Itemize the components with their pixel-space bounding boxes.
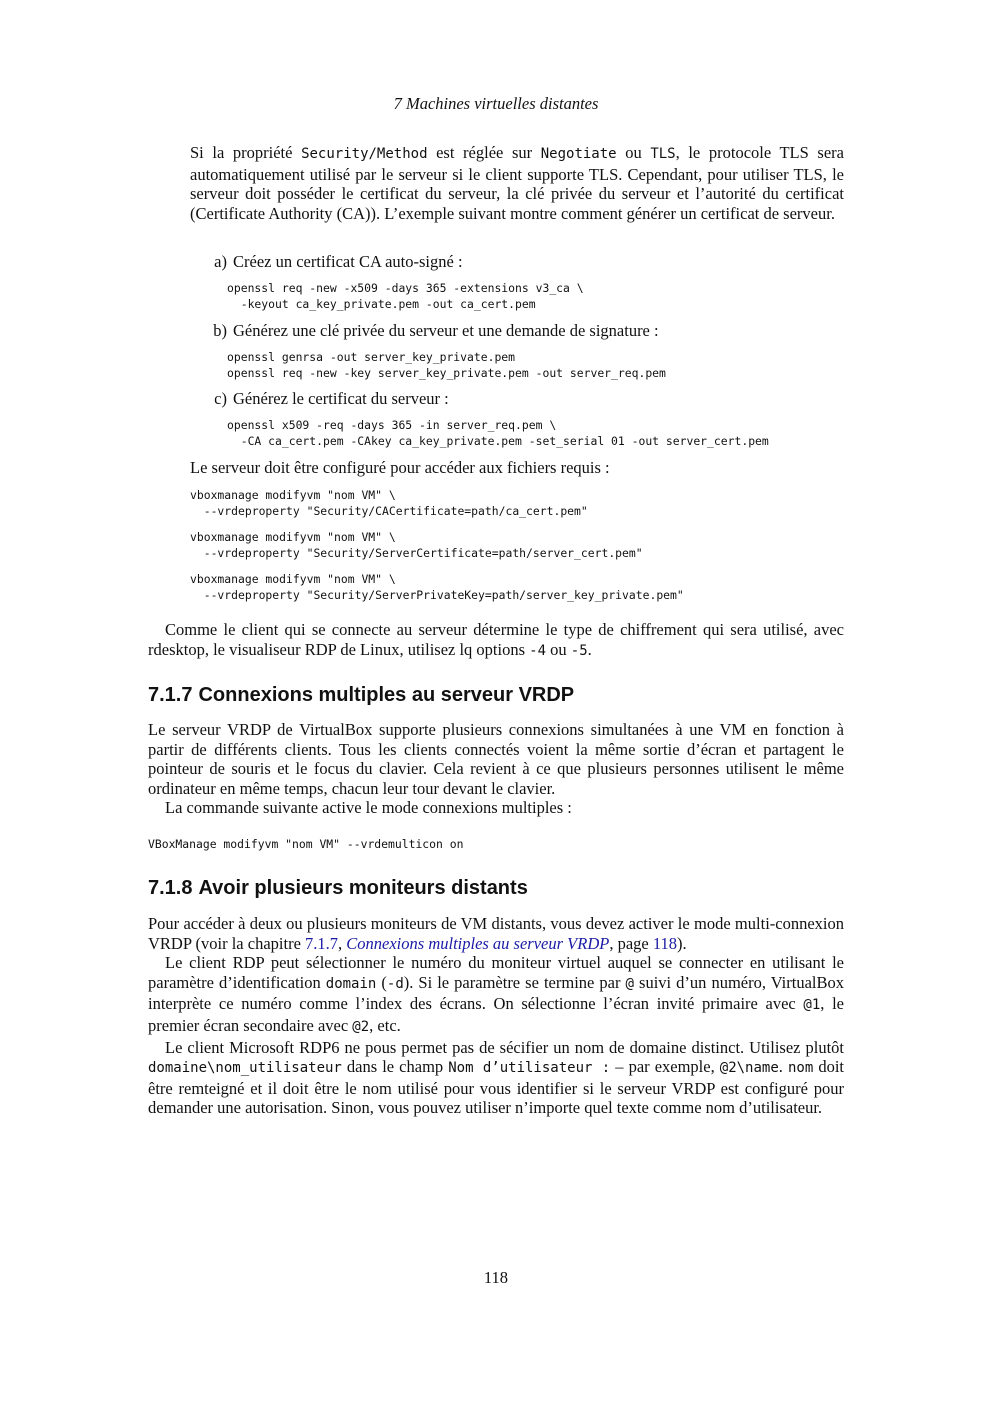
client-paragraph: Comme le client qui se connecte au serveur détermine le type de chiffrement qui sera utilisé, avec rdesktop, le visualiseur RDP de Linux, utilisez lq options -4 ou -5. — [148, 620, 844, 659]
paragraph: Pour accéder à deux ou plusieurs moniteurs de VM distants, vous devez activer le mode multi-connexion VRDP (voir la chapitre 7.1.7, Connexions multiples au serveur VRDP, page 118). — [148, 914, 844, 953]
config-intro: Le serveur doit être configuré pour accéder aux fichiers requis : — [190, 458, 610, 477]
running-head: 7 Machines virtuelles distantes — [393, 94, 599, 113]
inline-code: Security/Method — [301, 146, 428, 162]
code-block: openssl req -new -x509 -days 365 -extensions v3_ca \ -keyout ca_key_private.pem -out ca_cert.pem — [227, 281, 584, 311]
intro-paragraph: Si la propriété Security/Method est réglée sur Negotiate ou TLS, le protocole TLS sera automatiquement utilisé par le serveur si le client supporte TLS. Cependant, pour utiliser TLS, le serveur doit posséder le certificat du serveur, la clé privée du serveur et l’autorité du certificat (Certificate Authority (CA)). L’exemple suivant montre comment générer un certificat de serveur. — [190, 143, 844, 223]
code-block: vboxmanage modifyvm "nom VM" \ --vrdeproperty "Security/ServerPrivateKey=path/server_key_private.pem" — [190, 572, 684, 602]
step-item: c) Générez le certificat du serveur : openssl x509 -req -days 365 -in server_req.pem \ -CA ca_cert.pem -CAkey ca_key_private.pem -set_serial 01 -out server_cert.pem — [204, 389, 844, 449]
section-title-link[interactable]: Connexions multiples au serveur VRDP — [346, 933, 610, 953]
section-link[interactable]: 7.1.7 — [305, 933, 339, 953]
section-heading-718: 7.1.8 Avoir plusieurs moniteurs distants — [148, 877, 528, 899]
paragraph: Le client RDP peut sélectionner le numéro du moniteur virtuel auquel se connecter en utilisant le paramètre d’identification domain (-d). Si le paramètre se termine par @ suivi d’un numéro, VirtualBox interprète ce numéro comme l’index des écrans. On sélectionne l’écran invité primaire avec @1, le premier écran secondaire avec @2, etc. — [148, 953, 844, 1035]
inline-code: -5 — [570, 642, 588, 659]
code-block: vboxmanage modifyvm "nom VM" \ --vrdeproperty "Security/ServerCertificate=path/server_cert.pem" — [190, 530, 643, 560]
section-718-body — [148, 914, 844, 1118]
step-item: a) Créez un certificat CA auto-signé : openssl req -new -x509 -days 365 -extensions v3_ca \ -keyout ca_key_private.pem -out ca_cert.pem — [204, 252, 844, 312]
code-block: VBoxManage modifyvm "nom VM" --vrdemulticon on — [148, 837, 464, 851]
config-code-group — [190, 487, 844, 603]
paragraph: Le client Microsoft RDP6 ne pous permet pas de sécifier un nom de domaine distinct. Utilisez plutôt domaine\nom_utilisateur dans le champ Nom d’utilisateur : – par exemple, @2\name. nom doit être remteigné et il doit être le nom utilisé pour vous identifier si le serveur VRDP est configuré pour demander une autorisation. Sinon, vous pouvez utiliser n’importe quel texte comme nom d’utilisateur. — [148, 1037, 844, 1118]
section-heading-717: 7.1.7 Connexions multiples au serveur VRDP — [148, 684, 575, 706]
code-block: openssl genrsa -out server_key_private.pem openssl req -new -key server_key_private.pem -out server_req.pem — [227, 350, 666, 380]
inline-code: Negotiate — [540, 146, 617, 162]
code-block: vboxmanage modifyvm "nom VM" \ --vrdeproperty "Security/CACertificate=path/ca_cert.pem" — [190, 488, 588, 518]
section-717-body: Le serveur VRDP de VirtualBox supporte plusieurs connexions simultanées à une VM en fonction à partir de différents clients. Tous les clients connectés voient la même sortie d’écran et partagent le pointeur de souris et le focus du clavier. Cela revient à ce que plusieurs personnes utilisent le même ordinateur en même temps, chacun leur tour devant le clavier. La commande suivante active le mode connexions multiples : — [148, 720, 844, 818]
inline-code: -4 — [529, 642, 547, 659]
page-link[interactable]: 118 — [652, 933, 677, 953]
step-item: b) Générez une clé privée du serveur et une demande de signature : openssl genrsa -out server_key_private.pem openssl req -new -key server_key_private.pem -out server_req.pem — [204, 321, 844, 381]
page-number: 118 — [483, 1268, 509, 1287]
inline-code: TLS — [650, 146, 676, 162]
code-block: openssl x509 -req -days 365 -in server_req.pem \ -CA ca_cert.pem -CAkey ca_key_private.pem -set_serial 01 -out server_cert.pem — [227, 418, 769, 448]
